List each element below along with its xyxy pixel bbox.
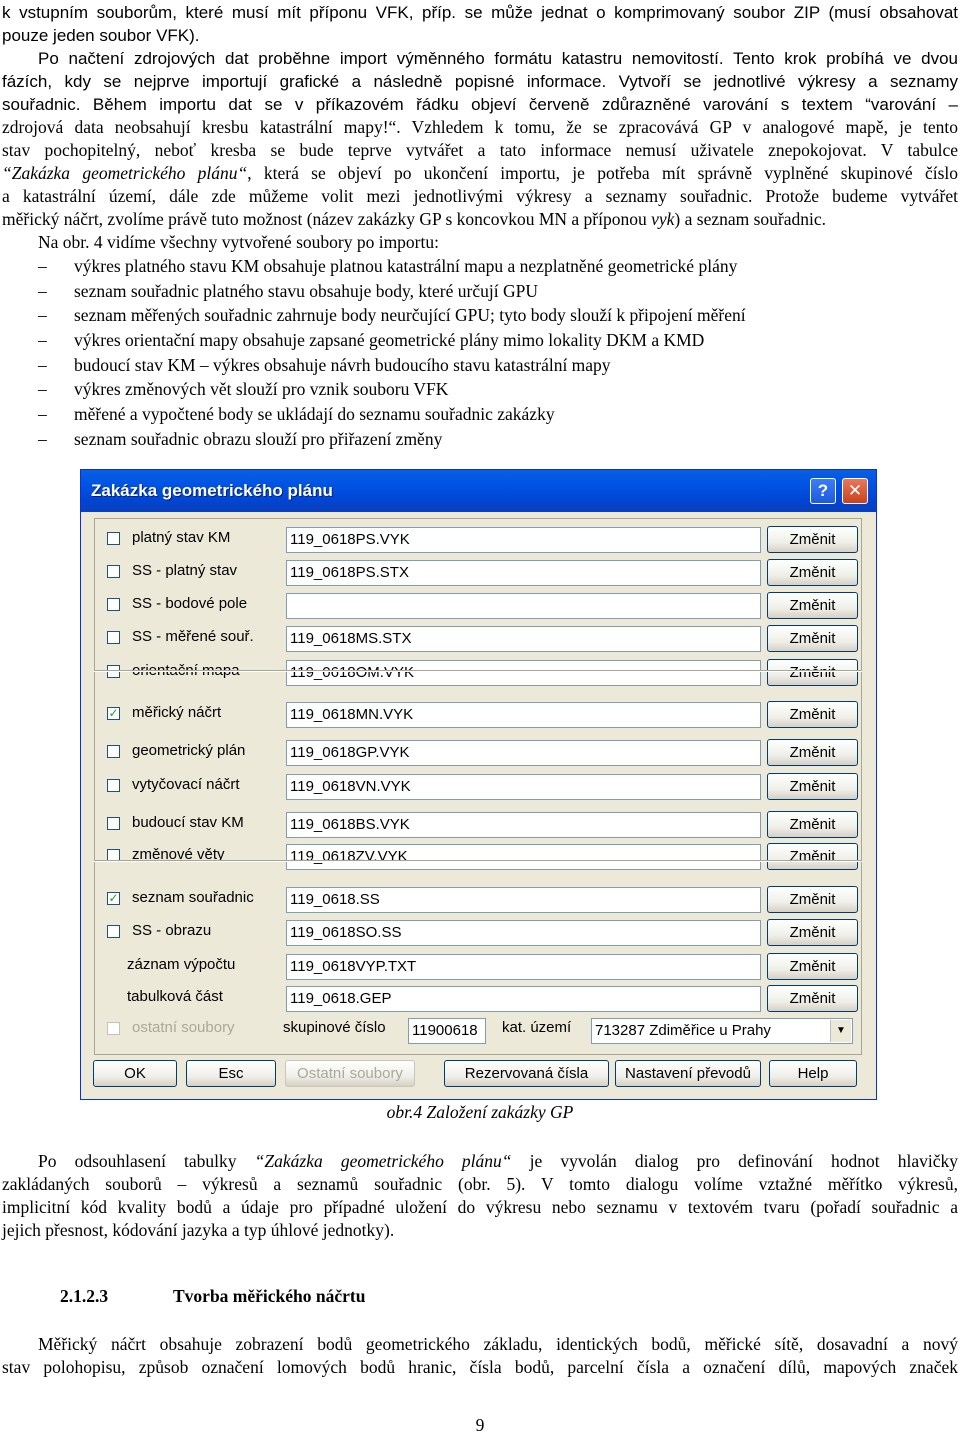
file-row — [81, 593, 877, 619]
group-number-input[interactable]: 11900618 — [408, 1018, 486, 1044]
para4-line2: stav polohopisu, způsob označení lomových bodů hranic, čísla bodů, parcelní čísla a označení dílů, mapových značek — [2, 1357, 958, 1377]
para2-line6-italic: “Zakázka geometrického plánu“ — [2, 163, 248, 183]
file-row — [81, 560, 877, 586]
para2-line3-a: souřadnic. — [2, 95, 81, 114]
para2-line8 — [2, 208, 958, 231]
change-button[interactable]: Změnit — [767, 985, 858, 1012]
row-label: geometrický plán — [132, 742, 246, 759]
row-file-input[interactable]: 119_0618PS.VYK — [286, 527, 761, 553]
change-button[interactable]: Změnit — [767, 559, 858, 586]
para2-line1: Po načtení zdrojových dat proběhne import výměnného formátu katastru nemovitostí. Tento krok probíhá ve dvou — [38, 49, 958, 68]
row-file-input[interactable]: 119_0618SO.SS — [286, 920, 761, 946]
row-checkbox[interactable] — [107, 532, 120, 545]
section-title: Tvorba měřického náčrtu — [173, 1286, 366, 1306]
row-file-input[interactable]: 119_0618MS.STX — [286, 626, 761, 652]
cadastral-select-value: 713287 Zdiměřice u Prahy — [595, 1022, 771, 1039]
page-number: 9 — [475, 1415, 485, 1435]
file-row — [81, 844, 877, 870]
row-file-input[interactable] — [286, 593, 761, 619]
row-label: tabulková část — [127, 988, 223, 1005]
para2-line8-b: ) a seznam souřadnic. — [674, 209, 827, 229]
change-button[interactable]: Změnit — [767, 919, 858, 946]
bullet-dash: – — [38, 330, 47, 350]
para2-line7: a katastrální území, dále zde můžeme volit mezi jednotlivými výkresy a seznamy souřadnic. Protože budeme vytvářet — [2, 186, 958, 206]
conversion-settings-button[interactable]: Nastavení převodů — [615, 1060, 761, 1087]
para2-line6 — [2, 162, 958, 185]
file-row — [81, 887, 877, 913]
row-checkbox[interactable] — [107, 925, 120, 938]
file-row — [81, 660, 877, 686]
row-file-input[interactable]: 119_0618ZV.VYK — [286, 844, 761, 870]
row-label: seznam souřadnic — [132, 889, 254, 906]
row-label: SS - bodové pole — [132, 595, 248, 612]
para2-line8-a: měřický náčrt, zvolíme právě tuto možnost (název zakázky GP s koncovkou MN a příponou — [2, 209, 652, 229]
row-file-input[interactable]: 119_0618VN.VYK — [286, 774, 761, 800]
para3-line4: jejich přesnost, kódování jazyka a typ úhlové jednotky). — [2, 1220, 395, 1240]
para2-line8-italic: vyk — [651, 209, 675, 229]
list-item-text: výkres platného stavu KM obsahuje platnou katastrální mapu a nezplatněné geometrické plány — [74, 256, 738, 276]
para3-line1-italic: “Zakázka geometrického plánu“ — [254, 1151, 512, 1171]
row-label: SS - obrazu — [132, 922, 212, 939]
file-row — [81, 920, 877, 946]
para2-line6-rest: , která se objeví po ukončení importu, je potřeba mít správně vyplněné skupinové číslo — [247, 163, 958, 183]
list-item-text: budoucí stav KM – výkres obsahuje návrh budoucího stavu katastrální mapy — [74, 355, 611, 375]
change-button[interactable]: Změnit — [767, 953, 858, 980]
bullet-dash: – — [38, 404, 47, 424]
para2-line4: zdrojová data neobsahují kresbu katastrální mapy!“. Vzhledem k tomu, že se zpracovává GP v analogové mapě, je tento — [2, 117, 958, 137]
bullet-dash: – — [38, 281, 47, 301]
row-checkbox[interactable] — [107, 565, 120, 578]
row-label: orientační mapa — [132, 662, 240, 679]
para1-line2: pouze jeden soubor VFK). — [2, 26, 200, 45]
close-icon[interactable]: ✕ — [842, 478, 868, 504]
row-file-input[interactable]: 119_0618VYP.TXT — [286, 954, 761, 980]
check-icon: ✓ — [108, 706, 119, 720]
dialog-zakazka-gp — [80, 469, 877, 1100]
row-label: SS - měřené souř. — [132, 628, 254, 645]
esc-button[interactable]: Esc — [186, 1060, 276, 1087]
row-file-input[interactable]: 119_0618MN.VYK — [286, 702, 761, 728]
ok-button[interactable]: OK — [93, 1060, 177, 1087]
para3-line1-b: je vyvolán dialog pro definování hodnot hlavičky — [511, 1151, 958, 1171]
change-button[interactable]: Změnit — [767, 592, 858, 619]
other-files-label: ostatní soubory — [132, 1019, 235, 1036]
file-row — [81, 740, 877, 766]
change-button[interactable]: Změnit — [767, 811, 858, 838]
change-button[interactable]: Změnit — [767, 659, 858, 686]
row-label: SS - platný stav — [132, 562, 238, 579]
other-files-checkbox[interactable] — [107, 1022, 120, 1035]
cadastral-select[interactable] — [591, 1018, 853, 1044]
bullet-dash: – — [38, 429, 47, 449]
file-row — [81, 954, 877, 980]
para2-line3-b: Během importu dat se v příkazovém řádku objeví červeně zdůrazněné varování s textem “varování – — [92, 95, 959, 114]
list-item-text: výkres orientační mapy obsahuje zapsané geometrické plány mimo lokality DKM a KMD — [74, 330, 705, 350]
para1-line1: k vstupním souborům, které musí mít příponu VFK, příp. se může jednat o komprimovaný soubor ZIP (musí obsahovat — [2, 3, 958, 22]
list-item-text: výkres změnových vět slouží pro vznik souboru VFK — [74, 379, 449, 399]
row-checkbox[interactable] — [107, 631, 120, 644]
row-checkbox[interactable] — [107, 598, 120, 611]
row-checkbox[interactable] — [107, 707, 120, 720]
dialog-titlebar[interactable] — [81, 470, 876, 512]
list-item-text: měřené a vypočtené body se ukládají do seznamu souřadnic zakázky — [74, 404, 555, 424]
change-button[interactable]: Změnit — [767, 701, 858, 728]
group-number-label: skupinové číslo — [283, 1019, 386, 1036]
row-file-input[interactable]: 119_0618.GEP — [286, 986, 761, 1012]
bullet-dash: – — [38, 305, 47, 325]
cadastral-label: kat. území — [502, 1019, 572, 1036]
row-file-input[interactable]: 119_0618BS.VYK — [286, 812, 761, 838]
change-button[interactable]: Změnit — [767, 526, 858, 553]
dialog-title: Zakázka geometrického plánu — [91, 481, 333, 500]
chevron-down-icon[interactable]: ▼ — [830, 1020, 851, 1042]
list-item-text: seznam měřených souřadnic zahrnuje body neurčující GPU; tyto body slouží k připojení měření — [74, 305, 746, 325]
bullet-dash: – — [38, 379, 47, 399]
list-item-text: seznam souřadnic platného stavu obsahuje body, které určují GPU — [74, 281, 538, 301]
row-label: platný stav KM — [132, 529, 231, 546]
row-label: změnové věty — [132, 846, 225, 863]
check-icon: ✓ — [108, 891, 119, 905]
row-checkbox[interactable] — [107, 745, 120, 758]
para3-line2: zakládaných souborů – výkresů a seznamů souřadnic (obr. 5). V tomto dialogu volíme vztažné měřítko výkresů, — [2, 1174, 958, 1194]
bullet-dash: – — [38, 256, 47, 276]
file-row — [81, 626, 877, 652]
row-checkbox[interactable] — [107, 817, 120, 830]
row-label: měřický náčrt — [132, 704, 222, 721]
file-row — [81, 774, 877, 800]
para2-line9: Na obr. 4 vidíme všechny vytvořené soubory po importu: — [38, 232, 439, 252]
bullet-dash: – — [38, 355, 47, 375]
divider — [94, 860, 862, 862]
divider — [94, 670, 862, 672]
row-file-input[interactable]: 119_0618OM.VYK — [286, 660, 761, 686]
para3-line1 — [2, 1150, 958, 1173]
para3-line3: implicitní kód kvality bodů a údaje pro případné uložení do výkresu nebo seznamu v textovém tvaru (pořadí souřadnic a — [2, 1197, 958, 1217]
row-checkbox[interactable] — [107, 892, 120, 905]
change-button[interactable]: Změnit — [767, 773, 858, 800]
file-row — [81, 986, 877, 1012]
row-label: budoucí stav KM — [132, 814, 244, 831]
para3-line1-a: Po odsouhlasení tabulky — [38, 1151, 255, 1171]
row-label: vytyčovací náčrt — [132, 776, 240, 793]
row-file-input[interactable]: 119_0618GP.VYK — [286, 740, 761, 766]
help-icon[interactable]: ? — [810, 478, 836, 504]
figure-caption: obr.4 Založení zakázky GP — [386, 1102, 574, 1122]
other-files-button[interactable]: Ostatní soubory — [285, 1060, 415, 1087]
para2-line3 — [2, 93, 958, 116]
section-number: 2.1.2.3 — [60, 1286, 109, 1306]
change-button[interactable]: Změnit — [767, 843, 858, 870]
para4-line1: Měřický náčrt obsahuje zobrazení bodů geometrického základu, identických bodů, měřické sítě, dosavadní a nový — [38, 1334, 958, 1354]
change-button[interactable]: Změnit — [767, 739, 858, 766]
change-button[interactable]: Změnit — [767, 886, 858, 913]
change-button[interactable]: Změnit — [767, 625, 858, 652]
row-file-input[interactable]: 119_0618.SS — [286, 887, 761, 913]
row-checkbox[interactable] — [107, 779, 120, 792]
reserved-numbers-button[interactable]: Rezervovaná čísla — [444, 1060, 609, 1087]
para2-line5: stav pochopitelný, neboť kresba se bude teprve vytvářet a tato informace nemusí uživatele znepokojovat. V tabulce — [2, 140, 958, 160]
para2-line2: fázích, kdy se nejprve importují grafické a následně popisné informace. Vytvoří se jednotlivé výkresy a seznamy — [2, 72, 958, 91]
row-file-input[interactable]: 119_0618PS.STX — [286, 560, 761, 586]
row-label: záznam výpočtu — [127, 956, 236, 973]
group-row — [81, 1017, 877, 1043]
file-row — [81, 702, 877, 728]
list-item-text: seznam souřadnic obrazu slouží pro přiřazení změny — [74, 429, 443, 449]
help-button[interactable]: Help — [769, 1060, 857, 1087]
file-row — [81, 527, 877, 553]
file-row — [81, 812, 877, 838]
